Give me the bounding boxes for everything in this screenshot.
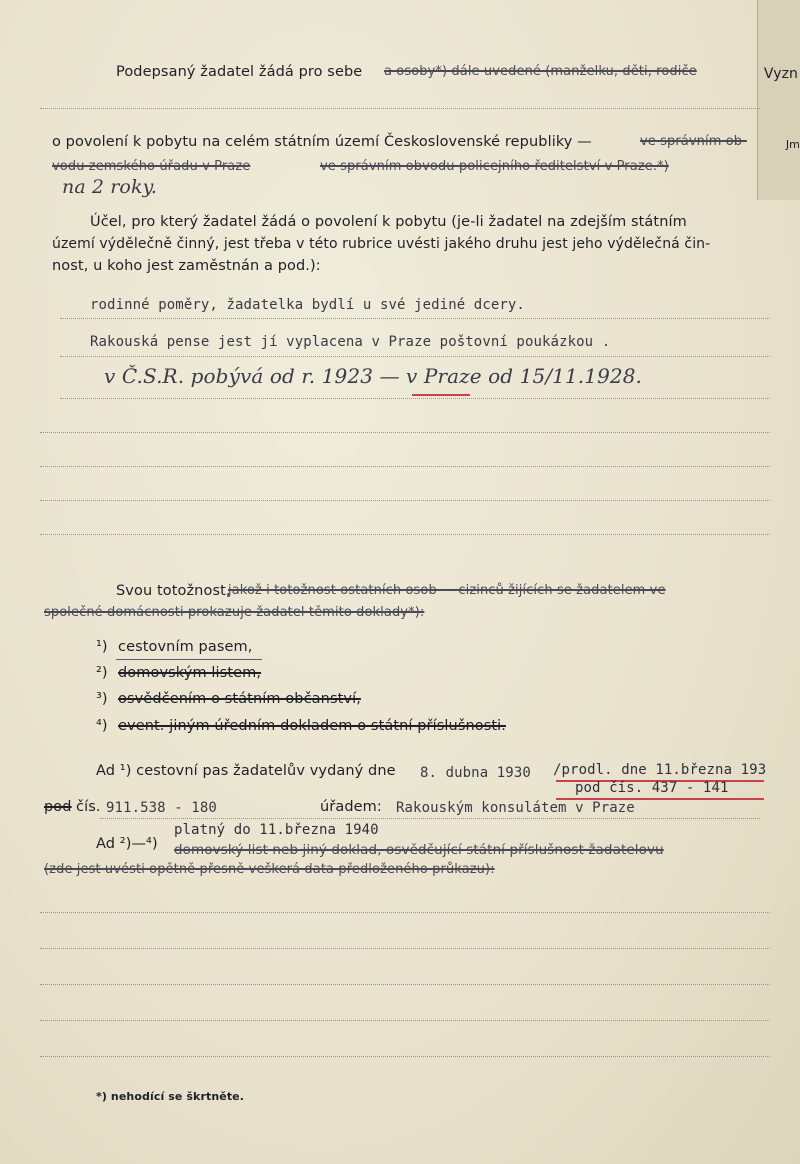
purpose-dotted-line-1 [60, 318, 770, 319]
passport-dotted-line [100, 818, 760, 819]
purpose-dotted-line-6 [40, 500, 770, 501]
purpose-line-1: Účel, pro který žadatel žádá o povolení k pobytu (je-li žadatel na zdejším státním [90, 214, 687, 230]
footnote: *) nehodící se škrtněte. [96, 1090, 245, 1103]
purpose-line-3: nost, u koho jest zaměstnán a pod.): [52, 258, 321, 274]
passport-date: 8. dubna 1930 [420, 765, 531, 781]
purpose-typed-2: Rakouská pense jest jí vyplacena v Praze poštovní poukázkou . [90, 334, 611, 350]
purpose-dotted-line-4 [40, 432, 770, 433]
purpose-dotted-line-7 [40, 534, 770, 535]
edge-text: Vyzn [763, 66, 798, 82]
purpose-typed-1: rodinné poměry, žadatelka bydlí u své jediné dcery. [90, 297, 525, 313]
purpose-dotted-line-2 [60, 356, 770, 357]
struck-header: a osoby*) dále uvedené (manželku, děti, rodiče [384, 64, 697, 79]
identity-item-3: osvědčením o státním občanství, [118, 691, 361, 707]
purpose-dotted-line-3 [60, 398, 770, 399]
passport-office: Rakouským konsulátem v Praze [396, 800, 635, 816]
identity-item-4: event. jiným úředním dokladem o státní příslušnosti. [118, 718, 507, 734]
identity-item-1-num: ¹) [96, 639, 108, 655]
passport-pod: pod [44, 799, 72, 815]
item-1-underline [116, 659, 262, 660]
blank-dotted-line-1 [40, 912, 770, 913]
blank-dotted-line-5 [40, 1056, 770, 1057]
permit-struck-3: ve správním obvodu policejního ředitelství v Praze.*) [320, 159, 669, 174]
identity-item-2: domovským listem, [118, 665, 262, 681]
passport-valid: platný do 11.března 1940 [174, 822, 379, 838]
passport-struck-ad: domovský list neb jiný doklad, osvědčující státní příslušnost žadatelovu [174, 842, 664, 858]
purpose-dotted-line-5 [40, 466, 770, 467]
permit-struck-1: ve správním ob- [640, 134, 747, 149]
blank-dotted-line-3 [40, 984, 770, 985]
applicant-line: Podepsaný žadatel žádá pro sebe [116, 64, 363, 80]
blank-line [40, 108, 760, 109]
permit-handwritten: na 2 roky. [62, 176, 158, 198]
purpose-line-2: území výdělečně činný, jest třeba v této rubrice uvésti jakého druhu jest jeho výdělečná čin- [52, 236, 711, 252]
permit-struck-2: vodu zemského úřadu v Praze [52, 159, 251, 174]
identity-struck-1: jakož i totožnost ostatních osob — cizinců žijících se žadatelem ve [228, 583, 666, 598]
edge-text-2: Jm [785, 138, 800, 151]
blank-dotted-line-4 [40, 1020, 770, 1021]
passport-ad1: Ad ¹) cestovní pas žadatelův vydaný dne [96, 763, 396, 779]
passport-cis-label: čís. [76, 799, 101, 815]
identity-item-1: cestovním pasem, [118, 639, 253, 655]
blank-dotted-line-2 [40, 948, 770, 949]
permit-line: o povolení k pobytu na celém státním území Československé republiky — [52, 134, 592, 150]
passport-pod-cis-right: pod čís. 437 - 141 [575, 780, 729, 796]
identity-struck-2: společné domácnosti prokazuje žadatel těmito doklady*): [44, 605, 425, 620]
underlying-sheet-edge [757, 0, 800, 200]
red-underline-year [412, 394, 470, 396]
passport-office-label: úřadem: [320, 799, 382, 815]
identity-item-4-num: ⁴) [96, 718, 108, 734]
identity-item-2-num: ²) [96, 665, 108, 681]
passport-ad24: Ad ²)—⁴) [96, 836, 158, 852]
passport-struck-ad-2: (zde jest uvésti opětně přesně veškerá data předloženého průkazu): [44, 862, 495, 877]
passport-prolonged: /prodl. dne 11.března 193 [553, 762, 767, 778]
identity-item-3-num: ³) [96, 691, 108, 707]
passport-number: 911.538 - 180 [106, 800, 217, 816]
identity-intro: Svou totožnost, [116, 583, 231, 599]
purpose-handwritten: v Č.S.R. pobývá od r. 1923 — v Praze od 15/11.1928. [104, 364, 643, 388]
